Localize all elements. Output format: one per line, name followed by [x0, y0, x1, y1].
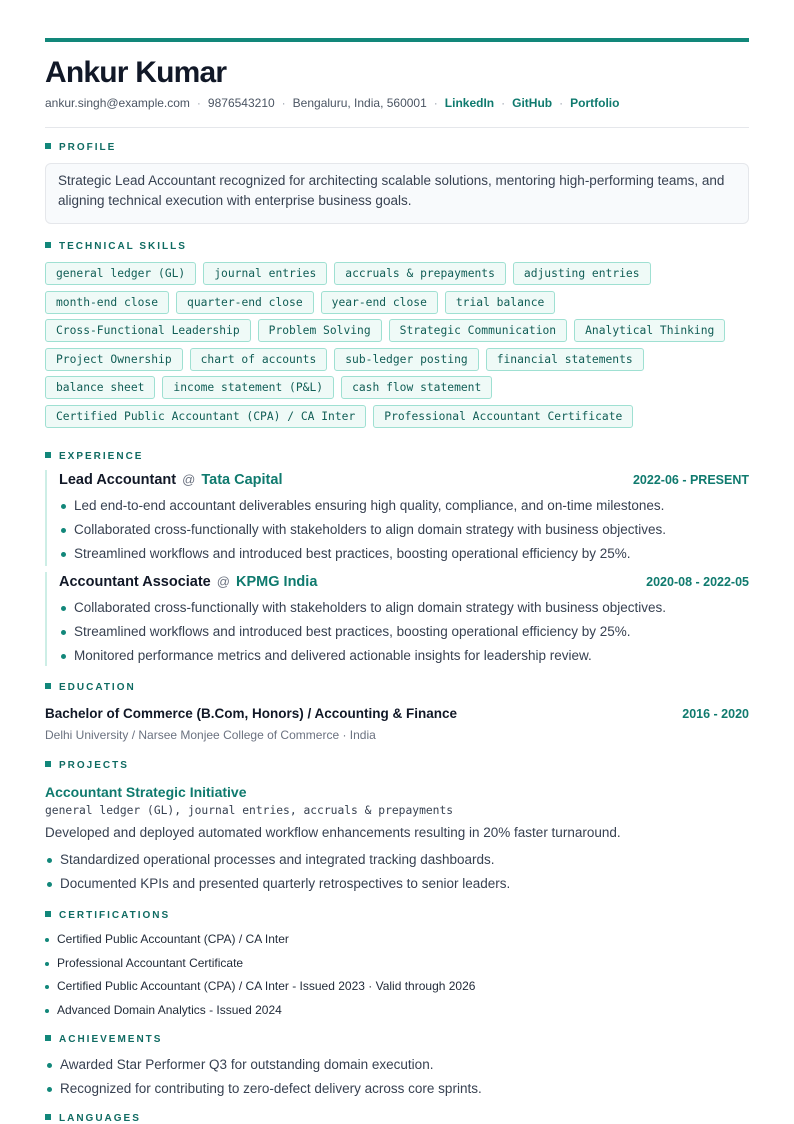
skill-chip: Strategic Communication [389, 319, 567, 342]
bullet-item: Collaborated cross-functionally with stakeholders to align domain strategy with business objectives. [74, 518, 666, 542]
section-marker-icon [45, 242, 51, 248]
separator-dot: · [281, 96, 286, 110]
skill-chip: financial statements [486, 348, 644, 371]
section-marker-icon [45, 143, 51, 149]
header-divider [45, 127, 749, 128]
project-bullets [60, 848, 510, 896]
section-marker-icon [45, 761, 51, 767]
location-text: Bengaluru, India, 560001 [292, 96, 427, 110]
project-description: Developed and deployed automated workflow enhancements resulting in 20% faster turnaround. [45, 825, 621, 840]
section-title-text: CERTIFICATIONS [59, 910, 171, 921]
education-dates: 2016 - 2020 [682, 707, 749, 721]
bullet-item: Streamlined workflows and introduced best practices, boosting operational efficiency by 25%. [74, 620, 666, 644]
certification-item: Certified Public Accountant (CPA) / CA Inter - Issued 2023 · Valid through 2026 [57, 975, 475, 999]
section-title-text: PROFILE [59, 142, 117, 153]
portfolio-link[interactable]: Portfolio [570, 96, 620, 110]
bullet-item: Collaborated cross-functionally with stakeholders to align domain strategy with business objectives. [74, 596, 666, 620]
job-heading [59, 472, 282, 488]
separator-dot: · [501, 96, 506, 110]
skill-chip: trial balance [445, 291, 555, 314]
skill-chip: year-end close [321, 291, 438, 314]
at-symbol: @ [182, 472, 196, 487]
section-title-skills [45, 241, 187, 252]
skill-chip: Certified Public Accountant (CPA) / CA Inter [45, 405, 366, 428]
contact-line [45, 96, 619, 110]
section-title-achievements [45, 1034, 162, 1045]
bullet-item: Standardized operational processes and integrated tracking dashboards. [60, 848, 510, 872]
section-title-languages [45, 1113, 141, 1124]
skill-chip: chart of accounts [190, 348, 328, 371]
timeline-line [45, 572, 47, 666]
job-role: Lead Accountant [59, 472, 177, 488]
accent-bar [45, 38, 749, 42]
job-company: KPMG India [236, 574, 318, 590]
job-bullets [74, 494, 666, 566]
section-title-profile [45, 142, 116, 153]
bullet-item: Documented KPIs and presented quarterly retrospectives to senior leaders. [60, 872, 510, 896]
skill-chip: journal entries [203, 262, 327, 285]
achievement-item: Awarded Star Performer Q3 for outstanding domain execution. [60, 1053, 482, 1077]
candidate-name: Ankur Kumar [45, 56, 227, 89]
separator-dot: · [433, 96, 438, 110]
skill-chip: adjusting entries [513, 262, 651, 285]
bullet-item: Monitored performance metrics and delivered actionable insights for leadership review. [74, 644, 666, 668]
bullet-item: Streamlined workflows and introduced best practices, boosting operational efficiency by 25%. [74, 542, 666, 566]
project-tech-stack: general ledger (GL), journal entries, accruals & prepayments [45, 804, 454, 817]
skill-chip: Cross-Functional Leadership [45, 319, 251, 342]
certifications-list [57, 928, 475, 1022]
job-role: Accountant Associate [59, 574, 211, 590]
email-text: ankur.singh@example.com [45, 96, 190, 110]
certification-item: Certified Public Accountant (CPA) / CA Inter [57, 928, 475, 952]
section-marker-icon [45, 683, 51, 689]
section-marker-icon [45, 452, 51, 458]
section-title-experience [45, 451, 143, 462]
skill-chip: income statement (P&L) [162, 376, 334, 399]
skill-chip: Professional Accountant Certificate [373, 405, 633, 428]
section-title-text: EXPERIENCE [59, 451, 144, 462]
skill-chip: Analytical Thinking [574, 319, 725, 342]
skill-chip: cash flow statement [341, 376, 492, 399]
degree-title: Bachelor of Commerce (B.Com, Honors) / Accounting & Finance [45, 706, 458, 721]
linkedin-link[interactable]: LinkedIn [444, 96, 495, 110]
skill-chip: general ledger (GL) [45, 262, 196, 285]
separator-dot: · [559, 96, 564, 110]
achievement-item: Recognized for contributing to zero-defect delivery across core sprints. [60, 1077, 482, 1101]
section-title-text: TECHNICAL SKILLS [59, 241, 187, 252]
job-bullets [74, 596, 666, 668]
section-title-text: LANGUAGES [59, 1113, 141, 1124]
separator-dot: · [196, 96, 201, 110]
skill-chip: accruals & prepayments [334, 262, 506, 285]
skill-chip: month-end close [45, 291, 169, 314]
timeline-line [45, 470, 47, 566]
at-symbol: @ [216, 574, 230, 589]
certification-item: Advanced Domain Analytics - Issued 2024 [57, 999, 475, 1023]
school-name: Delhi University / Narsee Monjee College of Commerce · India [45, 728, 376, 742]
skill-chip: Problem Solving [258, 319, 382, 342]
certification-item: Professional Accountant Certificate [57, 952, 475, 976]
section-title-certifications [45, 910, 170, 921]
section-title-text: ACHIEVEMENTS [59, 1034, 163, 1045]
section-title-projects [45, 760, 129, 771]
skill-chip: sub-ledger posting [334, 348, 478, 371]
section-marker-icon [45, 1035, 51, 1041]
project-title: Accountant Strategic Initiative [45, 784, 247, 800]
skills-list [45, 262, 753, 428]
skill-chip: quarter-end close [176, 291, 314, 314]
job-heading [59, 574, 317, 590]
phone-text: 9876543210 [207, 96, 275, 110]
github-link[interactable]: GitHub [512, 96, 553, 110]
job-dates: 2022-06 - PRESENT [632, 473, 749, 487]
section-marker-icon [45, 1114, 51, 1120]
job-dates: 2020-08 - 2022-05 [646, 575, 749, 589]
section-title-education [45, 682, 136, 693]
job-company: Tata Capital [201, 472, 283, 488]
section-marker-icon [45, 911, 51, 917]
achievements-list [60, 1053, 482, 1101]
bullet-item: Led end-to-end accountant deliverables ensuring high quality, compliance, and on-time milestones. [74, 494, 666, 518]
section-title-text: PROJECTS [59, 760, 129, 771]
skill-chip: balance sheet [45, 376, 155, 399]
skill-chip: Project Ownership [45, 348, 183, 371]
profile-summary: Strategic Lead Accountant recognized for architecting scalable solutions, mentoring high-performing teams, and aligning technical execution with enterprise business goals. [45, 163, 749, 224]
section-title-text: EDUCATION [59, 682, 136, 693]
